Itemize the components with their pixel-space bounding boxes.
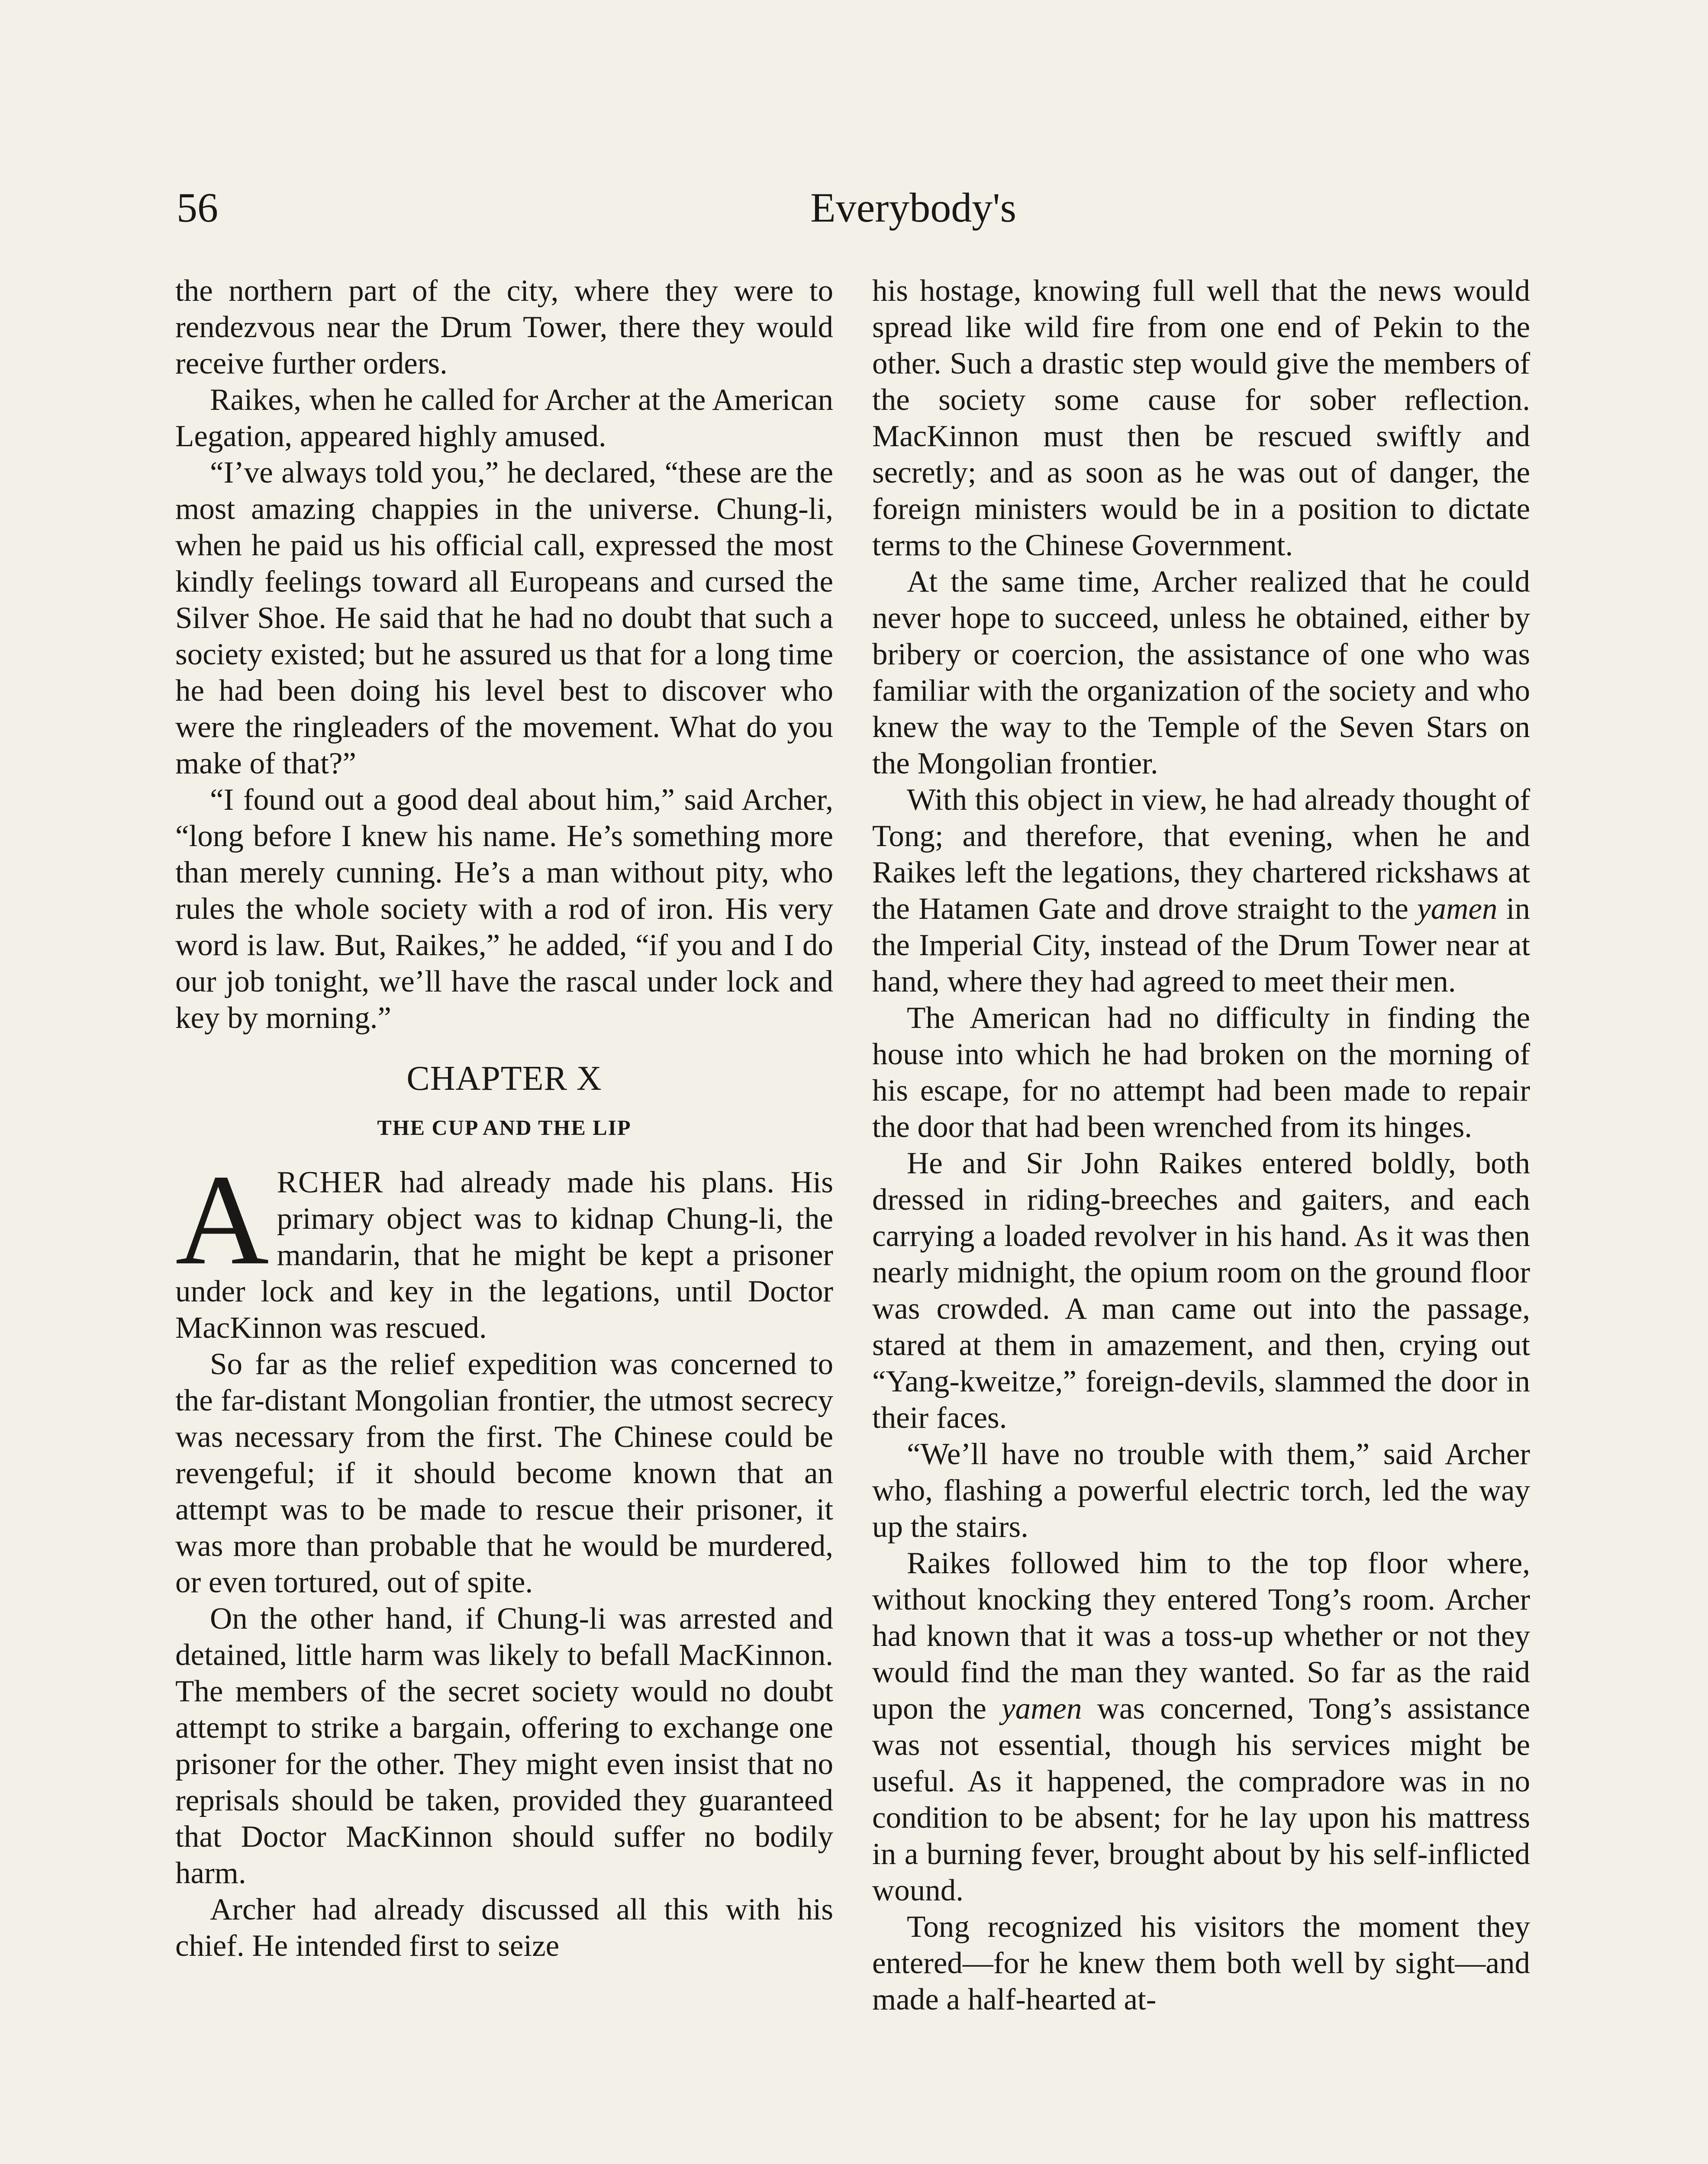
- paragraph: the northern part of the city, where they were to rendezvous near the Drum Tower, there they would receive further orders.: [175, 274, 833, 380]
- paragraph: Tong recognized his visitors the moment they entered—for he knew them both well by sight—and made a half-hearted at-: [872, 1910, 1530, 2016]
- paragraph: “We’ll have no trouble with them,” said Archer who, flashing a powerful electric torch, led the way up the stairs.: [872, 1437, 1530, 1544]
- paragraph: At the same time, Archer realized that he could never hope to succeed, unless he obtained, either by bribery or coercion, the assistance of one who was familiar with the organization of the society and who knew the way to the Temple of the Seven Stars on the Mongolian frontier.: [872, 565, 1530, 780]
- paragraph: So far as the relief expedition was concerned to the far-distant Mongolian frontier, the utmost secrecy was necessary from the first. The Chinese could be revengeful; if it should become known that an attempt was to be made to rescue their prisoner, it was more than probable that he would be murdered, or even tortured, out of spite.: [175, 1347, 833, 1599]
- text-run: in the Imperial City, instead of the Drum Tower near at hand, where they had agreed to meet their men.: [872, 892, 1530, 998]
- paragraph: “I’ve always told you,” he declared, “these are the most amazing chappies in the universe. Chung-li, when he paid us his official call, expressed the most kindly feelings toward all Europeans and cursed the Silver Shoe. He said that he had no doubt that such a society existed; but he assured us that for a long time he had been doing his level best to discover who were the ringleaders of the movement. What do you make of that?”: [175, 456, 833, 780]
- paragraph: Raikes, when he called for Archer at the American Legation, appeared highly amused.: [175, 383, 833, 453]
- paragraph: The American had no difficulty in finding the house into which he had broken on the morning of his escape, for no attempt had been made to repair the door that had been wrenched from its hinges.: [872, 1001, 1530, 1144]
- paragraph: [872, 1545, 1530, 1909]
- text-run: With this object in view, he had already thought of Tong; and therefore, that evening, when he and Raikes left the legations, they chartered rickshaws at the Hatamen Gate and drove straight to the: [872, 783, 1530, 926]
- paragraph: On the other hand, if Chung-li was arrested and detained, little harm was likely to befall MacKinnon. The members of the secret society would no doubt attempt to strike a bargain, offering to exchange one prisoner for the other. They might even insist that no reprisals should be taken, provided they guaranteed that Doctor MacKinnon should suffer no bodily harm.: [175, 1602, 833, 1890]
- page-header: [0, 173, 1708, 242]
- opening-paragraph: [175, 1148, 833, 1346]
- text-run: was concerned, Tong’s assistance was not essential, though his services might be useful. As it happened, the compradore was in no condition to be absent; for he lay upon his mattress in a burning fever, brought about by his self-inflicted wound.: [872, 1692, 1530, 1907]
- opening-caps: RCHER: [277, 1166, 384, 1199]
- drop-cap: A: [175, 1148, 269, 1291]
- right-column: [872, 273, 1530, 2018]
- paragraph: Archer had already discussed all this with his chief. He intended first to seize: [175, 1893, 833, 1963]
- paragraph: He and Sir John Raikes entered boldly, both dressed in riding-breeches and gaiters, and each carrying a loaded revolver in his hand. As it was then nearly midnight, the opium room on the ground floor was crowded. A man came out into the passage, stared at them in amazement, and then, crying out “Yang-kweitze,” foreign-devils, slammed the door in their faces.: [872, 1146, 1530, 1435]
- paragraph: [872, 782, 1530, 1000]
- opening-text: had already made his plans. His primary object was to kidnap Chung-li, the mandarin, that he might be kept a prisoner under lock and key in the legations, until Doctor MacKinnon was rescued.: [175, 1166, 833, 1345]
- paragraph: “I found out a good deal about him,” said Archer, “long before I knew his name. He’s something more than merely cunning. He’s a man without pity, who rules the whole society with a rod of iron. His very word is law. But, Raikes,” he added, “if you and I do our job tonight, we’ll have the rascal under lock and key by morning.”: [175, 783, 833, 1035]
- italic-word: yamen: [1002, 1692, 1082, 1726]
- paragraph: his hostage, knowing full well that the news would spread like wild fire from one end of Pekin to the other. Such a drastic step would give the members of the society some cause for sober reflection. MacKinnon must then be rescued swiftly and secretly; and as soon as he was out of danger, the foreign ministers would be in a position to dictate terms to the Chinese Government.: [872, 274, 1530, 562]
- chapter-title: CHAPTER X: [406, 1059, 602, 1098]
- left-column: [175, 273, 833, 1964]
- magazine-title: Everybody's: [810, 184, 1016, 231]
- italic-word: yamen: [1417, 892, 1498, 926]
- page-number: 56: [177, 184, 218, 231]
- chapter-subtitle: THE CUP AND THE LIP: [377, 1115, 632, 1140]
- text-run: Raikes followed him to the top floor where, without knocking they entered Tong’s room. Archer had known that it was a toss-up whether or not they would find the man they wanted. So far as the raid upon the: [872, 1546, 1530, 1726]
